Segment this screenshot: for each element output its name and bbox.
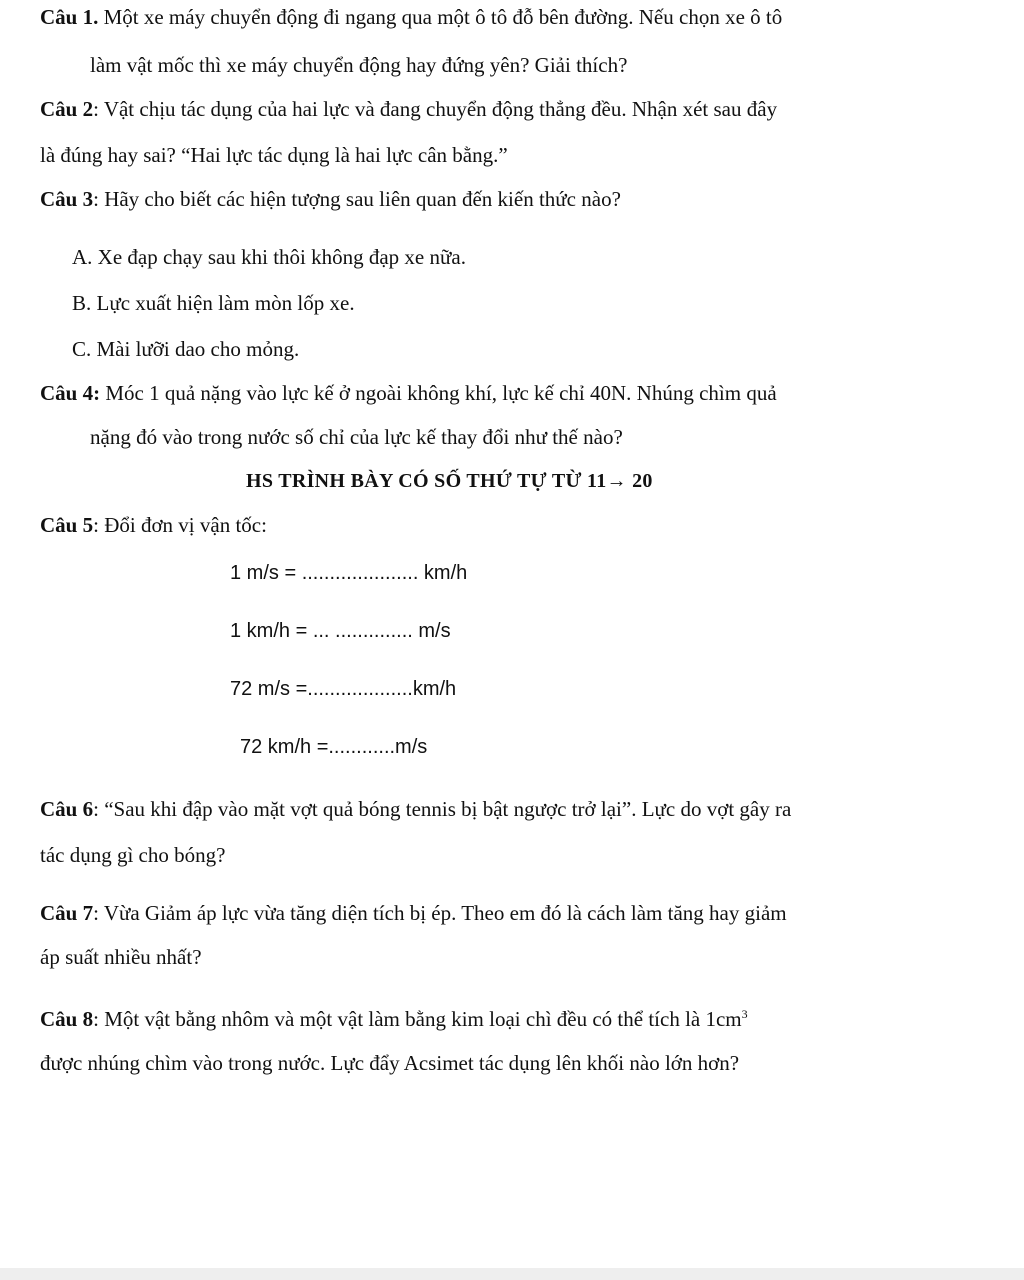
q2-line-1 xyxy=(40,96,777,122)
q2-line-2: là đúng hay sai? “Hai lực tác dụng là hai lực cân bằng.” xyxy=(40,143,508,167)
bottom-edge xyxy=(0,1268,1024,1280)
q7-line-2: áp suất nhiều nhất? xyxy=(40,945,202,969)
q6-line-1 xyxy=(40,796,791,822)
q5-text-1: : Đổi đơn vị vận tốc: xyxy=(93,513,267,537)
q3-text-1: : Hãy cho biết các hiện tượng sau liên quan đến kiến thức nào? xyxy=(93,187,621,211)
q7-label: Câu 7 xyxy=(40,901,94,925)
q4-text-1: Móc 1 quả nặng vào lực kế ở ngoài không khí, lực kế chỉ 40N. Nhúng chìm quả xyxy=(100,381,777,405)
q1-line-2: làm vật mốc thì xe máy chuyển động hay đứng yên? Giải thích? xyxy=(90,53,628,77)
q6-line-2: tác dụng gì cho bóng? xyxy=(40,843,226,867)
q5-conversion-4: 72 km/h =............m/s xyxy=(240,736,428,758)
q5-conversion-3: 72 m/s =...................km/h xyxy=(230,678,457,700)
q3-option-b: B. Lực xuất hiện làm mòn lốp xe. xyxy=(72,291,355,315)
q8-superscript: 3 xyxy=(741,1007,748,1021)
q5-conversion-2: 1 km/h = ... .............. m/s xyxy=(230,620,451,642)
q8-text-1: : Một vật bằng nhôm và một vật làm bằng kim loại chì đều có thể tích là 1cm xyxy=(93,1007,742,1031)
q4-line-2: nặng đó vào trong nước số chỉ của lực kế thay đổi như thế nào? xyxy=(90,425,623,449)
q8-line-2: được nhúng chìm vào trong nước. Lực đẩy Acsimet tác dụng lên khối nào lớn hơn? xyxy=(40,1051,740,1075)
q6-text-1: : “Sau khi đập vào mặt vợt quả bóng tennis bị bật ngược trở lại”. Lực do vợt gây ra xyxy=(93,797,792,821)
q6-label: Câu 6 xyxy=(40,797,94,821)
q3-line-1 xyxy=(40,186,621,212)
q3-label: Câu 3 xyxy=(40,187,94,211)
q1-label: Câu 1. xyxy=(40,5,99,29)
q5-label: Câu 5 xyxy=(40,513,94,537)
q2-text-1: : Vật chịu tác dụng của hai lực và đang chuyển động thẳng đều. Nhận xét sau đây xyxy=(93,97,778,121)
q5-line-1 xyxy=(40,512,267,538)
q4-line-1 xyxy=(40,380,777,406)
q8-label: Câu 8 xyxy=(40,1007,94,1031)
q3-option-a: A. Xe đạp chạy sau khi thôi không đạp xe nữa. xyxy=(72,245,466,269)
q4-label: Câu 4: xyxy=(40,381,101,405)
q8-line-1 xyxy=(40,1006,748,1032)
q1-line-1 xyxy=(40,4,782,30)
section-heading: HS TRÌNH BÀY CÓ SỐ THỨ TỰ TỪ 11→ 20 xyxy=(246,470,653,492)
q7-line-1 xyxy=(40,900,787,926)
q3-option-c: C. Mài lưỡi dao cho mỏng. xyxy=(72,337,300,361)
q7-text-1: : Vừa Giảm áp lực vừa tăng diện tích bị ép. Theo em đó là cách làm tăng hay giảm xyxy=(93,901,787,925)
q5-conversion-1: 1 m/s = ..................... km/h xyxy=(230,562,468,584)
q1-text-1: Một xe máy chuyển động đi ngang qua một ô tô đỗ bên đường. Nếu chọn xe ô tô xyxy=(98,5,783,29)
q2-label: Câu 2 xyxy=(40,97,94,121)
